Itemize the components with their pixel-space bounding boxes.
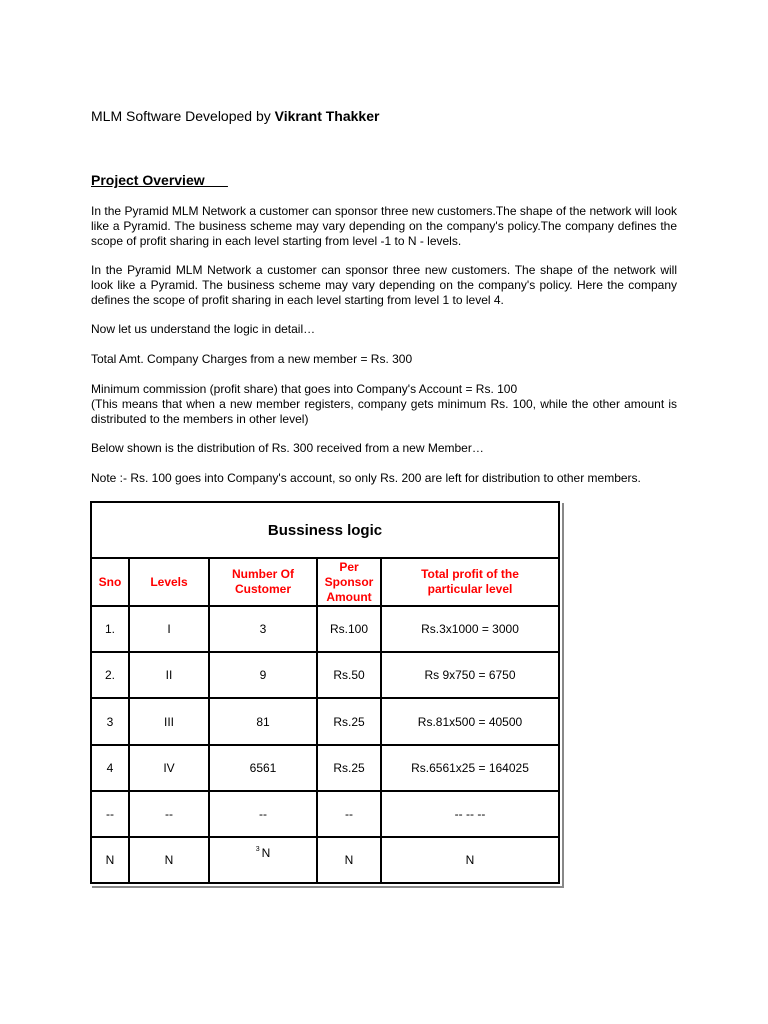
cell-level: III [129,698,209,744]
paragraph-overview-1: In the Pyramid MLM Network a customer can sponsor three new customers.The shape of the network will look like a Pyramid. The business scheme may vary depending on the company's policy.The company defines the scope of profit sharing in each level starting from level -1 to N - levels. [91,204,677,248]
header-total: Total profit of the particular level [381,558,559,606]
min-commission-line: Minimum commission (profit share) that goes into Company's Account = Rs. 100 [91,382,518,396]
cell-level: N [129,837,209,883]
cell-total: Rs.6561x25 = 164025 [381,745,559,791]
cell-level: -- [129,791,209,837]
business-logic-table-frame [90,501,562,886]
paragraph-total-amount: Total Amt. Company Charges from a new member = Rs. 300 [91,352,413,366]
table-row [91,837,559,883]
paragraph-logic-intro: Now let us understand the logic in detail… [91,322,316,336]
title-author: Vikrant Thakker [274,108,380,124]
cell-amount: Rs.50 [317,652,381,698]
cell-amount: N [317,837,381,883]
cell-customers: 3 [209,606,317,652]
cell-level: IV [129,745,209,791]
cell-amount: Rs.100 [317,606,381,652]
customers-expression [256,846,271,860]
table-row [91,791,559,837]
cell-customers: -- [209,791,317,837]
cell-sno: 1. [91,606,129,652]
table-caption: Bussiness logic [91,502,559,558]
cell-sno: 3 [91,698,129,744]
paragraph-distribution-intro: Below shown is the distribution of Rs. 300 received from a new Member… [91,441,484,455]
cell-amount: Rs.25 [317,698,381,744]
power-base: 3 [255,845,260,853]
cell-total: Rs.81x500 = 40500 [381,698,559,744]
section-heading: Project Overview [91,172,228,188]
table-row [91,652,559,698]
paragraph-min-commission [91,382,677,427]
document-title [91,108,379,124]
header-levels: Levels [129,558,209,606]
business-logic-table [90,501,560,884]
cell-level: II [129,652,209,698]
min-commission-explanation: (This means that when a new member registers, company gets minimum Rs. 100, while the other amount is distributed to the members in other level) [91,397,677,426]
cell-sno: -- [91,791,129,837]
header-per-sponsor: Per Sponsor Amount [317,558,381,606]
cell-level: I [129,606,209,652]
power-exponent: N [261,845,271,860]
title-prefix: MLM Software Developed by [91,108,275,124]
cell-customers: 9 [209,652,317,698]
cell-total: -- -- -- [381,791,559,837]
table-row [91,698,559,744]
cell-total: Rs.3x1000 = 3000 [381,606,559,652]
cell-total: Rs 9x750 = 6750 [381,652,559,698]
table-row [91,606,559,652]
cell-sno: 2. [91,652,129,698]
table-row [91,745,559,791]
paragraph-overview-2: In the Pyramid MLM Network a customer can sponsor three new customers. The shape of the network will look like a Pyramid. The business scheme may vary depending on the company's policy. Here the company defines the scope of profit sharing in each level starting from level 1 to level 4. [91,263,677,307]
cell-sno: N [91,837,129,883]
table-header-row [91,558,559,606]
header-sno: Sno [91,558,129,606]
cell-customers [209,837,317,883]
cell-amount: -- [317,791,381,837]
cell-sno: 4 [91,745,129,791]
cell-amount: Rs.25 [317,745,381,791]
header-customers: Number Of Customer [209,558,317,606]
cell-customers: 81 [209,698,317,744]
cell-customers: 6561 [209,745,317,791]
cell-total: N [381,837,559,883]
paragraph-note: Note :- Rs. 100 goes into Company's account, so only Rs. 200 are left for distribution to other members. [91,471,641,485]
